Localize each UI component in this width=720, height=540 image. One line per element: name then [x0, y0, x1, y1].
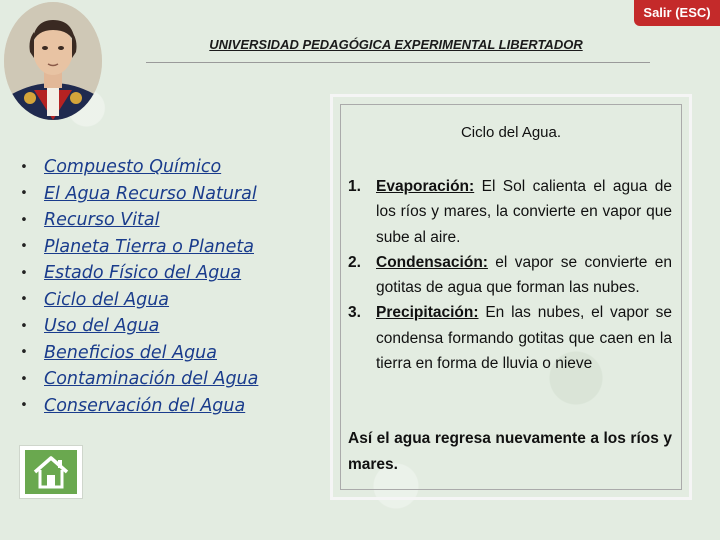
step-number: 2. [348, 253, 361, 271]
step-term: Precipitación: [376, 304, 479, 322]
step-term: Condensación: [376, 253, 488, 271]
menu-link-conservacion[interactable]: Conservación del Agua [44, 395, 246, 416]
header-divider [146, 62, 650, 63]
topic-menu [4, 154, 304, 419]
step-number: 1. [348, 178, 361, 195]
bullet: • [20, 159, 28, 175]
menu-item [4, 393, 304, 420]
menu-link-beneficios[interactable]: Beneficios del Agua [44, 342, 218, 363]
portrait-image [4, 2, 102, 120]
home-button[interactable] [20, 446, 82, 498]
panel-title: Ciclo del Agua. [460, 124, 562, 141]
home-button-face [25, 450, 77, 494]
menu-item [4, 234, 304, 261]
bullet: • [20, 186, 28, 202]
home-icon [31, 454, 71, 490]
menu-item [4, 154, 304, 181]
step-item [348, 300, 672, 376]
exit-button[interactable]: Salir (ESC) [634, 0, 720, 26]
menu-link-contaminacion[interactable]: Contaminación del Agua [44, 369, 259, 390]
bullet: • [20, 398, 28, 414]
step-number: 3. [348, 304, 361, 322]
bullet: • [20, 318, 28, 334]
water-cycle-steps [348, 174, 672, 376]
step-text: El Sol calienta el agua de los ríos y mares, la convierte en vapor que sube al aire. [376, 178, 672, 246]
menu-item [4, 313, 304, 340]
step-text: el vapor se convierte en gotitas de agua que forman las nubes. [376, 253, 672, 297]
step-item [348, 174, 672, 250]
bullet: • [20, 371, 28, 387]
university-title: UNIVERSIDAD PEDAGÓGICA EXPERIMENTAL LIBERTADOR [209, 37, 583, 52]
bullet: • [20, 212, 28, 228]
menu-link-uso-del-agua[interactable]: Uso del Agua [44, 316, 160, 337]
bullet: • [20, 345, 28, 361]
menu-link-planeta-tierra[interactable]: Planeta Tierra o Planeta [44, 236, 254, 257]
bullet: • [20, 292, 28, 308]
menu-link-ciclo-del-agua[interactable]: Ciclo del Agua [44, 289, 170, 310]
step-text: En las nubes, el vapor se condensa formando gotitas que caen en la tierra en forma de lluvia o nieve [376, 304, 672, 373]
menu-item [4, 207, 304, 234]
menu-link-recurso-natural[interactable]: El Agua Recurso Natural [44, 183, 257, 204]
menu-item [4, 287, 304, 314]
menu-link-compuesto-quimico[interactable]: Compuesto Químico [44, 157, 222, 178]
menu-link-estado-fisico[interactable]: Estado Físico del Agua [44, 263, 242, 284]
step-term: Evaporación: [376, 178, 475, 195]
menu-item [4, 181, 304, 208]
bullet: • [20, 265, 28, 281]
bullet: • [20, 239, 28, 255]
menu-item [4, 340, 304, 367]
menu-link-recurso-vital[interactable]: Recurso Vital [44, 210, 160, 231]
conclusion-text: Así el agua regresa nuevamente a los ríos y mares. [348, 430, 672, 473]
menu-item [4, 260, 304, 287]
menu-item [4, 366, 304, 393]
step-item [348, 250, 672, 301]
